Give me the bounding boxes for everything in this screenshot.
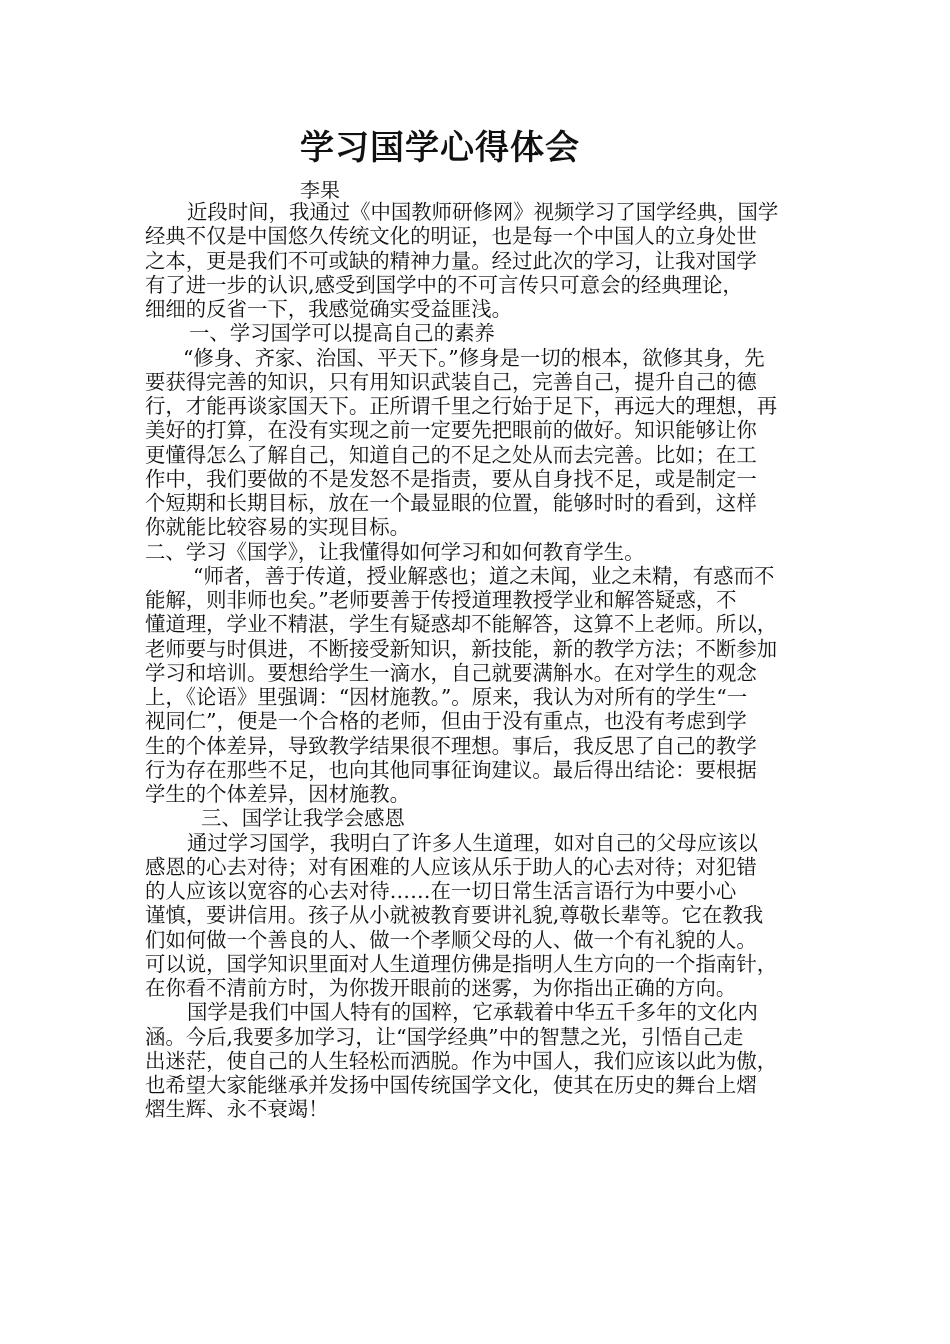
body-line: 出迷茫，使自己的人生轻松而洒脱。作为中国人，我们应该以此为傲， xyxy=(145,1048,778,1073)
body-line: 懂道理，学业不精湛，学生有疑惑却不能解答，这算不上老师。所以， xyxy=(145,612,778,637)
body-line: 更懂得怎么了解自己，知道自己的不足之处从而去完善。比如；在工 xyxy=(145,442,757,467)
body-line: 行为存在那些不足，也向其他同事征询建议。最后得出结论：要根据 xyxy=(145,757,757,782)
body-line: 老师要与时俱进，不断接受新知识，新技能，新的教学方法；不断参加 xyxy=(145,636,778,661)
body-line: 涵。今后,我要多加学习，让“国学经典”中的智慧之光，引悟自己走 xyxy=(145,1024,744,1049)
section-heading: 一、学习国学可以提高自己的素养 xyxy=(189,321,495,346)
body-line: 们如何做一个善良的人、做一个孝顺父母的人、做一个有礼貌的人。 xyxy=(145,927,757,952)
body-line: 细细的反省一下，我感觉确实受益匪浅。 xyxy=(145,297,513,321)
body-line: 感恩的心去对待；对有困难的人应该从乐于助人的心去对待；对犯错 xyxy=(145,854,757,879)
body-line: 在你看不清前方时，为你拨开眼前的迷雾，为你指出正确的方向。 xyxy=(145,976,737,1000)
body-line: 经典不仅是中国悠久传统文化的明证，也是每一个中国人的立身处世 xyxy=(145,224,757,249)
body-line: 之本，更是我们不可或缺的精神力量。经过此次的学习，让我对国学 xyxy=(145,248,757,273)
body-line: 学生的个体差异，因材施教。 xyxy=(145,782,411,806)
document-body xyxy=(145,200,810,1122)
body-line: 也希望大家能继承并发扬中国传统国学文化，使其在历史的舞台上熠 xyxy=(145,1073,757,1097)
body-line: 学习和培训。要想给学生一滴水，自己就要满斛水。在对学生的观念 xyxy=(145,660,757,685)
body-line: 作中，我们要做的不是发怒不是指责，要从自身找不足，或是制定一 xyxy=(145,466,757,491)
section-heading: 二、学习《国学》，让我懂得如何学习和如何教育学生。 xyxy=(145,539,645,564)
body-line: 生的个体差异，导致教学结果很不理想。事后，我反思了自己的教学 xyxy=(145,733,757,758)
body-line: 熠生辉、永不衰竭！ xyxy=(145,1097,329,1122)
body-line: 要获得完善的知识，只有用知识武装自己，完善自己，提升自己的德 xyxy=(145,369,757,394)
body-line: 近段时间，我通过《中国教师研修网》视频学习了国学经典，国学 xyxy=(187,200,779,224)
document-author: 李果 xyxy=(300,178,340,202)
body-line: 视同仁”，便是一个合格的老师，但由于没有重点，也没有考虑到学 xyxy=(145,709,747,734)
body-line: 上，《论语》里强调：“因材施教。”。原来，我认为对所有的学生“一 xyxy=(145,685,748,709)
body-line: 的人应该以宽容的心去对待……在一切日常生活言语行为中要小心 xyxy=(145,879,737,903)
body-line: 能解，则非师也矣。”老师要善于传授道理教授学业和解答疑惑，不 xyxy=(145,588,737,612)
body-line: “修身、齐家、治国、平天下。”修身是一切的根本，欲修其身，先 xyxy=(183,345,765,370)
body-line: 美好的打算，在没有实现之前一定要先把眼前的做好。知识能够让你 xyxy=(145,418,757,443)
body-line: 有了进一步的认识,感受到国学中的不可言传只可意会的经典理论， xyxy=(145,272,743,297)
body-line: 行，才能再谈家国天下。正所谓千里之行始于足下，再远大的理想，再 xyxy=(145,394,778,418)
body-line: 可以说，国学知识里面对人生道理仿佛是指明人生方向的一个指南针， xyxy=(145,951,778,976)
body-line: 通过学习国学，我明白了许多人生道理，如对自己的父母应该以 xyxy=(187,830,758,855)
section-heading: 三、国学让我学会感恩 xyxy=(201,806,405,831)
body-line: 个短期和长期目标，放在一个最显眼的位置，能够时时的看到，这样 xyxy=(145,491,757,515)
document-title: 学习国学心得体会 xyxy=(300,128,580,168)
body-line: 国学是我们中国人特有的国粹，它承载着中华五千多年的文化内 xyxy=(187,1000,758,1025)
body-line: 你就能比较容易的实现目标。 xyxy=(145,515,411,540)
body-line: “师者，善于传道，授业解惑也；道之未闻，业之未精，有惑而不 xyxy=(193,563,775,588)
body-line: 谨慎，要讲信用。孩子从小就被教育要讲礼貌,尊敬长辈等。它在教我 xyxy=(145,903,764,928)
